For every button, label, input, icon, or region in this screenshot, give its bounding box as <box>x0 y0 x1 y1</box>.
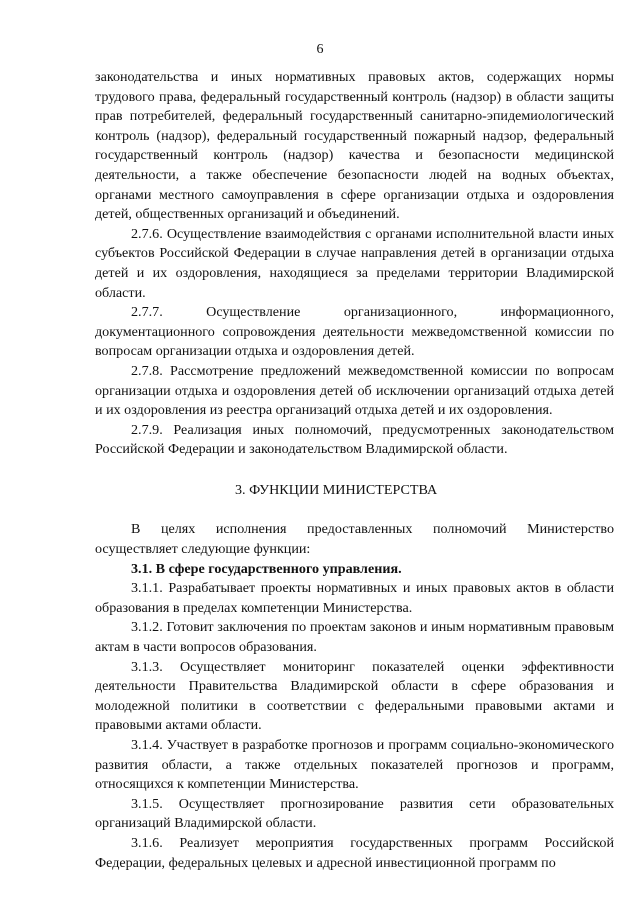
paragraph-3-1-2: 3.1.2. Готовит заключения по проектам законов и иным нормативным правовым актам в части вопросов образования. <box>95 619 614 656</box>
paragraph-3-1-5: 3.1.5. Осуществляет прогнозирование развития сети образовательных организаций Владимирской области. <box>95 795 614 832</box>
paragraph-2-7-7: 2.7.7. Осуществление организационного, информационного, документационного сопровождения деятельности межведомственной комиссии по вопросам организации отдыха и оздоровления детей. <box>95 304 614 360</box>
intro-paragraph: В целях исполнения предоставленных полномочий Министерство осуществляет следующие функции: <box>95 521 614 558</box>
heading-spacer <box>95 500 614 520</box>
paragraph-2-7-6: 2.7.6. Осуществление взаимодействия с органами исполнительной власти иных субъектов Российской Федерации в случае направления детей в организации отдыха детей и их оздоровления, находящиеся за пределами территории Владимирской области. <box>95 225 614 301</box>
document-body <box>95 68 614 873</box>
paragraph-3-1-1: 3.1.1. Разрабатывает проекты нормативных и иных правовых актов в области образования в пределах компетенции Министерства. <box>95 580 614 616</box>
paragraph-3-1-3: 3.1.3. Осуществляет мониторинг показателей оценки эффективности деятельности Правительства Владимирской области в сфере образования и молодежной политики в соответствии с федеральными правовыми актами и правовыми актами области. <box>95 658 614 734</box>
paragraph-3-1-6: 3.1.6. Реализует мероприятия государственных программ Российской Федерации, федеральных целевых и адресной инвестиционной программ по <box>95 834 614 871</box>
page-number: 6 <box>316 42 324 57</box>
section-heading: 3. ФУНКЦИИ МИНИСТЕРСТВА <box>235 481 438 498</box>
paragraph-2-7-9: 2.7.9. Реализация иных полномочий, предусмотренных законодательством Российской Федерации и законодательством Владимирской области. <box>95 421 614 458</box>
paragraph-3-1-4: 3.1.4. Участвует в разработке прогнозов и программ социально-экономического развития области, а также отдельных показателей прогнозов и программ, относящихся к компетенции Министерства. <box>95 737 614 793</box>
subsection-heading: 3.1. В сфере государственного управления. <box>131 560 402 577</box>
paragraph-2-7-8: 2.7.8. Рассмотрение предложений межведомственной комиссии по вопросам организации отдыха и оздоровления детей об исключении организаций отдыха детей и их оздоровления из реестра организаций отдыха детей и их оздоровления. <box>95 362 614 419</box>
paragraph-continuation: законодательства и иных нормативных правовых актов, содержащих нормы трудового права, федеральный государственный контроль (надзор) в области защиты прав потребителей, федеральный государственный санитарно-эпидемиологический контроль (надзор), федеральный государственный пожарный надзор, федеральный государственный контроль (надзор) качества и безопасности медицинской деятельности, а также обеспечение безопасности людей на водных объектах, органами местного самоуправления в сфере организации отдыха и оздоровления детей, общественных организаций и объединений. <box>95 69 614 223</box>
